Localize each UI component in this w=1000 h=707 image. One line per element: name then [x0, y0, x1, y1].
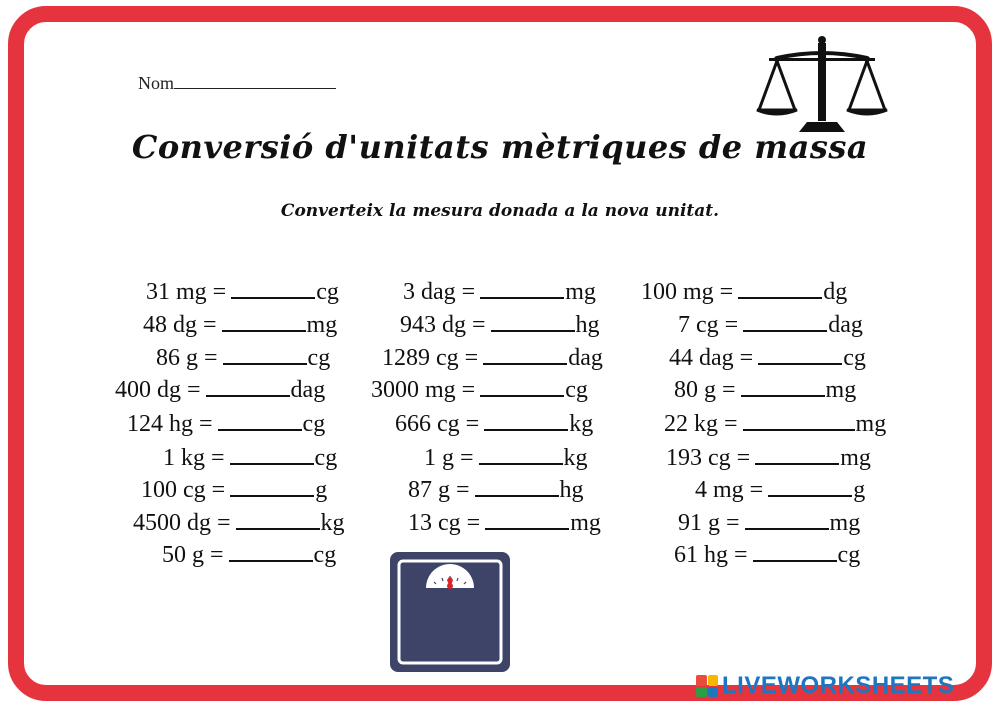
exercise-c2-6: [424, 441, 588, 471]
exercise-c1-5: [127, 407, 325, 437]
exercise-question: 1289 cg =: [382, 345, 479, 371]
exercise-unit: dag: [828, 312, 863, 338]
exercise-c3-3: [669, 341, 866, 371]
exercise-c3-5: [664, 407, 886, 437]
exercise-c1-9: [162, 538, 336, 568]
exercise-c2-8: [408, 506, 601, 536]
exercise-question: 666 cg =: [395, 411, 480, 437]
exercise-c2-4: [371, 373, 588, 403]
answer-blank[interactable]: [222, 308, 306, 332]
exercise-unit: dag: [290, 377, 326, 403]
exercise-question: 943 dg =: [400, 312, 486, 338]
exercise-unit: mg: [565, 279, 596, 305]
name-field: [138, 72, 336, 94]
answer-blank[interactable]: [206, 373, 290, 397]
answer-blank[interactable]: [768, 473, 852, 497]
exercise-question: 100 mg =: [641, 279, 734, 305]
page-title: Conversió d'unitats mètriques de massa: [131, 128, 869, 166]
answer-blank[interactable]: [484, 407, 568, 431]
logo-mark-icon: [696, 675, 718, 697]
exercise-c2-1: [403, 275, 596, 305]
logo-text: LIVEWORKSHEETS: [722, 672, 955, 699]
exercise-unit: hg: [559, 477, 584, 503]
exercise-question: 124 hg =: [127, 411, 213, 437]
exercise-question: 48 dg =: [143, 312, 217, 338]
exercise-c1-8: [133, 506, 345, 536]
answer-blank[interactable]: [755, 441, 839, 465]
exercise-unit: cg: [837, 542, 861, 568]
exercise-c3-1: [641, 275, 847, 305]
exercise-question: 22 kg =: [664, 411, 738, 437]
exercise-c3-8: [678, 506, 860, 536]
exercise-unit: dg: [823, 279, 848, 305]
answer-blank[interactable]: [743, 407, 855, 431]
answer-blank[interactable]: [479, 441, 563, 465]
exercise-c2-5: [395, 407, 593, 437]
exercise-unit: g: [315, 477, 328, 503]
exercise-unit: mg: [855, 411, 887, 437]
answer-blank[interactable]: [743, 308, 827, 332]
answer-blank[interactable]: [230, 441, 314, 465]
answer-blank[interactable]: [753, 538, 837, 562]
exercise-unit: kg: [320, 510, 345, 536]
exercise-question: 193 cg =: [666, 445, 751, 471]
exercise-c2-3: [382, 341, 603, 371]
answer-blank[interactable]: [236, 506, 320, 530]
exercise-unit: dag: [568, 345, 603, 371]
answer-blank[interactable]: [491, 308, 575, 332]
liveworksheets-logo: [696, 672, 954, 700]
exercise-unit: mg: [840, 445, 871, 471]
answer-blank[interactable]: [229, 538, 313, 562]
exercise-unit: mg: [829, 510, 861, 536]
exercise-unit: cg: [843, 345, 866, 371]
exercise-question: 100 cg =: [141, 477, 226, 503]
exercise-c3-2: [678, 308, 863, 338]
exercise-unit: g: [853, 477, 866, 503]
exercise-c1-2: [143, 308, 337, 338]
answer-blank[interactable]: [480, 373, 564, 397]
answer-blank[interactable]: [483, 341, 567, 365]
balance-scale-icon: [755, 34, 889, 136]
exercise-c1-4: [115, 373, 325, 403]
answer-blank[interactable]: [218, 407, 302, 431]
answer-blank[interactable]: [231, 275, 315, 299]
exercise-question: 50 g =: [162, 542, 224, 568]
exercise-unit: mg: [825, 377, 857, 403]
exercise-unit: cg: [302, 411, 326, 437]
exercise-question: 13 cg =: [408, 510, 481, 536]
exercise-question: 3000 mg =: [371, 377, 476, 403]
bathroom-scale-icon: [390, 552, 510, 672]
exercise-question: 4500 dg =: [133, 510, 231, 536]
exercise-unit: cg: [313, 542, 337, 568]
exercise-c1-7: [141, 473, 327, 503]
exercise-c3-9: [674, 538, 860, 568]
exercise-question: 91 g =: [678, 510, 740, 536]
exercise-c1-3: [156, 341, 330, 371]
exercise-unit: hg: [575, 312, 600, 338]
exercise-unit: cg: [314, 445, 338, 471]
exercise-unit: mg: [570, 510, 601, 536]
exercise-question: 44 dag =: [669, 345, 754, 371]
name-label: Nom: [138, 73, 174, 93]
exercise-question: 1 kg =: [163, 445, 225, 471]
exercise-question: 61 hg =: [674, 542, 748, 568]
exercise-unit: mg: [306, 312, 338, 338]
exercise-c3-4: [674, 373, 856, 403]
exercise-question: 3 dag =: [403, 279, 476, 305]
exercise-unit: cg: [565, 377, 588, 403]
exercise-question: 87 g =: [408, 477, 470, 503]
exercise-unit: cg: [316, 279, 339, 305]
answer-blank[interactable]: [745, 506, 829, 530]
answer-blank[interactable]: [485, 506, 569, 530]
answer-blank[interactable]: [758, 341, 842, 365]
exercise-c1-1: [146, 275, 339, 305]
exercise-c1-6: [163, 441, 337, 471]
exercise-question: 80 g =: [674, 377, 736, 403]
exercise-question: 31 mg =: [146, 279, 227, 305]
exercise-unit: kg: [569, 411, 594, 437]
instruction-text: Converteix la mesura donada a la nova unitat.: [280, 201, 720, 221]
answer-blank[interactable]: [738, 275, 822, 299]
answer-blank[interactable]: [741, 373, 825, 397]
name-input-blank[interactable]: [174, 72, 336, 89]
exercise-c3-6: [666, 441, 871, 471]
answer-blank[interactable]: [475, 473, 559, 497]
exercise-c2-7: [408, 473, 584, 503]
exercise-question: 86 g =: [156, 345, 218, 371]
exercise-question: 1 g =: [424, 445, 474, 471]
exercise-question: 7 cg =: [678, 312, 739, 338]
answer-blank[interactable]: [223, 341, 307, 365]
exercise-unit: kg: [563, 445, 588, 471]
answer-blank[interactable]: [230, 473, 314, 497]
exercise-question: 4 mg =: [695, 477, 764, 503]
exercise-unit: cg: [307, 345, 331, 371]
exercise-c3-7: [695, 473, 865, 503]
exercise-question: 400 dg =: [115, 377, 201, 403]
answer-blank[interactable]: [480, 275, 564, 299]
exercise-c2-2: [400, 308, 600, 338]
